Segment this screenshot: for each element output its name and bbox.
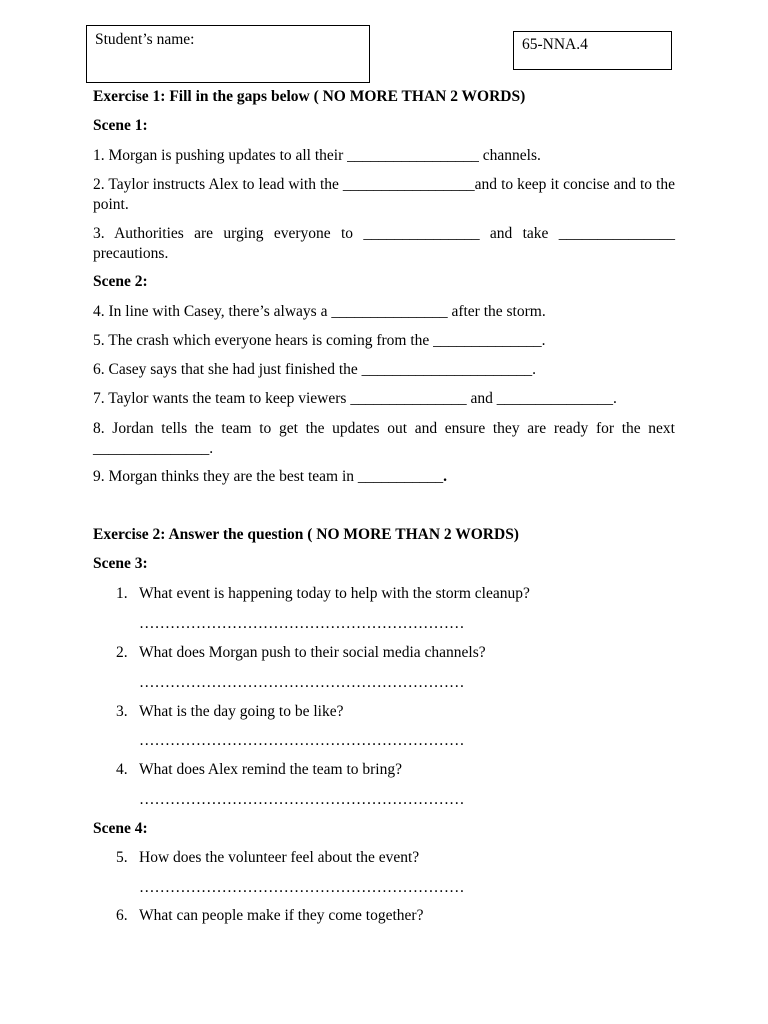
- exercise1-question-2: 2. Taylor instructs Alex to lead with the _________________and to keep it concise and to the point.: [93, 176, 675, 213]
- answer-line-3[interactable]: ………………………………………………………: [139, 732, 465, 749]
- student-name-label: Student’s name:: [95, 31, 195, 48]
- question-number: 3.: [116, 703, 128, 720]
- answer-line-5[interactable]: ………………………………………………………: [139, 879, 465, 896]
- exercise1-question-9-text: 9. Morgan thinks they are the best team in ___________: [93, 468, 444, 485]
- exercise1-question-4: 4. In line with Casey, there’s always a _______________ after the storm.: [93, 303, 546, 320]
- question-number: 2.: [116, 644, 128, 661]
- exercise1-question-3: 3. Authorities are urging everyone to _______________ and take _______________ precautions.: [93, 225, 675, 262]
- exercise2-question-1: [116, 584, 676, 604]
- exercise1-question-6: 6. Casey says that she had just finished the ______________________.: [93, 361, 536, 378]
- question-text: What event is happening today to help with the storm cleanup?: [139, 585, 530, 602]
- exercise2-question-5: [116, 848, 676, 868]
- answer-line-2[interactable]: ………………………………………………………: [139, 674, 465, 691]
- answer-line-4[interactable]: ………………………………………………………: [139, 791, 465, 808]
- question-text: What does Alex remind the team to bring?: [139, 761, 402, 778]
- question-number: 5.: [116, 849, 128, 866]
- exercise2-question-6: [116, 906, 676, 926]
- exercise2-question-2: [116, 643, 676, 663]
- question-number: 1.: [116, 585, 128, 602]
- worksheet-code: 65-NNA.4: [522, 36, 588, 53]
- exercise1-title: Exercise 1: Fill in the gaps below ( NO MORE THAN 2 WORDS): [93, 88, 526, 105]
- question-number: 6.: [116, 907, 128, 924]
- scene1-label: Scene 1:: [93, 117, 148, 134]
- worksheet-code-box: [513, 31, 672, 70]
- question-number: 4.: [116, 761, 128, 778]
- scene2-label: Scene 2:: [93, 273, 148, 290]
- exercise1-question-9: [93, 467, 675, 487]
- question-text: What does Morgan push to their social media channels?: [139, 644, 486, 661]
- exercise1-question-5: 5. The crash which everyone hears is coming from the ______________.: [93, 332, 546, 349]
- exercise1-question-8: 8. Jordan tells the team to get the updates out and ensure they are ready for the next _______________.: [93, 420, 675, 457]
- scene3-label: Scene 3:: [93, 555, 148, 572]
- exercise2-title: Exercise 2: Answer the question ( NO MORE THAN 2 WORDS): [93, 526, 519, 543]
- student-name-box[interactable]: [86, 25, 370, 83]
- question-text: What is the day going to be like?: [139, 703, 344, 720]
- question-text: How does the volunteer feel about the event?: [139, 849, 420, 866]
- exercise1-question-9-period: .: [443, 468, 448, 485]
- exercise1-question-1: 1. Morgan is pushing updates to all their _________________ channels.: [93, 147, 541, 164]
- exercise1-question-7: 7. Taylor wants the team to keep viewers _______________ and _______________.: [93, 390, 617, 407]
- answer-line-1[interactable]: ………………………………………………………: [139, 615, 465, 632]
- exercise2-question-3: [116, 702, 676, 722]
- question-text: What can people make if they come together?: [139, 907, 424, 924]
- scene4-label: Scene 4:: [93, 820, 148, 837]
- exercise2-question-4: [116, 760, 676, 780]
